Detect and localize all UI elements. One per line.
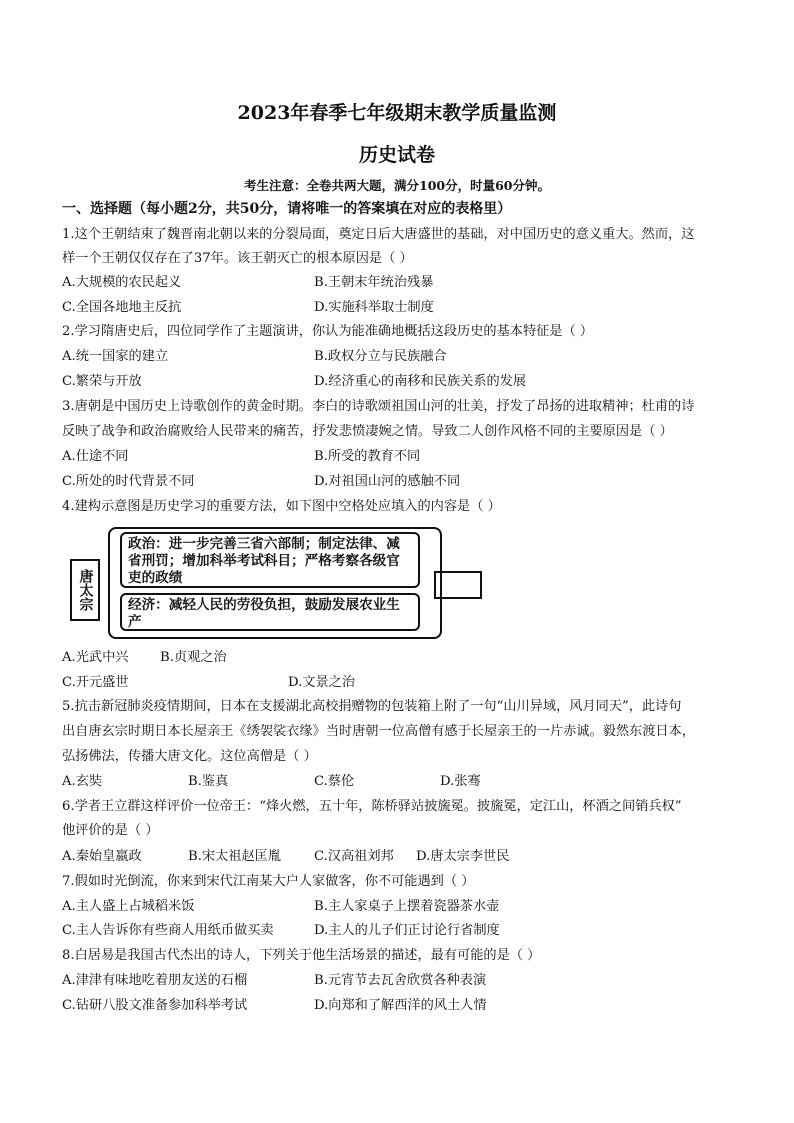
question-2-stem: 2.学习隋唐史后，四位同学作了主题演讲，你认为能准确地概括这段历史的基本特征是（ ） (62, 324, 594, 339)
question-4-stem: 4.建构示意图是历史学习的重要方法，如下图中空格处应填入的内容是（ ） (62, 499, 501, 514)
question-1-option-a[interactable]: A.大规模的农民起义 (62, 275, 182, 290)
question-3-option-b[interactable]: B.所受的教育不同 (314, 449, 421, 464)
question-6-option-d[interactable]: D.唐太宗李世民 (416, 849, 510, 864)
section-heading: 一、选择题（每小题2分，共50分，请将唯一的答案填在对应的表格里） (62, 201, 512, 217)
question-1-option-b[interactable]: B.王朝末年统治残暴 (314, 275, 434, 290)
question-5-option-c[interactable]: C.蔡伦 (314, 774, 355, 789)
question-8-option-b[interactable]: B.元宵节去瓦舍欣赏各种表演 (314, 973, 487, 988)
question-5-stem-cont: 出自唐玄宗时期日本长屋亲王《绣袈裟衣缘》当时唐朝一位高僧有感于长屋亲王的一片赤诚。毅然东渡日本， (62, 724, 695, 739)
question-4-option-d[interactable]: D.文景之治 (288, 675, 356, 690)
question-1-option-c[interactable]: C.全国各地地主反抗 (62, 300, 182, 315)
exam-subtitle: 历史试卷 (358, 144, 435, 166)
question-7-stem: 7.假如时光倒流，你来到宋代江南某大户人家做客，你不可能遇到（ ） (62, 874, 475, 889)
question-5-option-b[interactable]: B.鉴真 (188, 774, 229, 789)
question-5-stem: 5.抗击新冠肺炎疫情期间，日本在支援湖北高校捐赠物的包装箱上附了一句“山川异域，风月同天”，此诗句 (62, 699, 682, 714)
question-8-option-d[interactable]: D.向郑和了解西洋的风土人情 (314, 998, 487, 1013)
question-2-option-a[interactable]: A.统一国家的建立 (62, 349, 169, 364)
concept-diagram (70, 527, 490, 639)
question-6-stem: 6.学者王立群这样评价一位帝王：“烽火燃，五十年，陈桥驿站披旒冕。披旒冕，定江山，杯酒之间销兵权” (62, 799, 682, 814)
diagram-politics-box: 政治：进一步完善三省六部制；制定法律、减省刑罚；增加科举考试科目；严格考察各级官吏的政绩 (120, 532, 420, 588)
question-3-option-d[interactable]: D.对祖国山河的感触不同 (314, 474, 461, 489)
question-7-option-c[interactable]: C.主人告诉你有些商人用纸币做买卖 (62, 923, 274, 938)
question-7-option-d[interactable]: D.主人的儿子们正讨论行省制度 (314, 923, 500, 938)
question-7-option-b[interactable]: B.主人家桌子上摆着瓷器茶水壶 (314, 899, 500, 914)
question-5-option-d[interactable]: D.张骞 (440, 774, 481, 789)
exam-title: 2023年春季七年级期末教学质量监测 (237, 102, 557, 124)
exam-notice: 考生注意：全卷共两大题，满分100分，时量60分钟。 (244, 178, 550, 193)
question-3-option-a[interactable]: A.仕途不同 (62, 449, 129, 464)
question-3-stem-cont: 反映了战争和政治腐败给人民带来的痛苦，抒发悲愤凄婉之情。导致二人创作风格不同的主要原因是（ ） (62, 424, 673, 439)
question-1-stem-cont: 样一个王朝仅仅存在了37年。该王朝灭亡的根本原因是（ ） (62, 251, 413, 266)
question-1-option-d[interactable]: D.实施科举取士制度 (314, 300, 434, 315)
question-8-option-c[interactable]: C.钻研八股文准备参加科举考试 (62, 998, 248, 1013)
question-4-option-b[interactable]: B.贞观之治 (160, 650, 227, 665)
question-6-option-b[interactable]: B.宋太祖赵匡胤 (188, 849, 282, 864)
question-8-option-a[interactable]: A.津津有味地吃着朋友送的石榴 (62, 973, 248, 988)
question-2-option-b[interactable]: B.政权分立与民族融合 (314, 349, 447, 364)
question-5-option-a[interactable]: A.玄奘 (62, 774, 103, 789)
diagram-economy-box: 经济：减轻人民的劳役负担，鼓励发展农业生产 (120, 593, 420, 631)
question-3-option-c[interactable]: C.所处的时代背景不同 (62, 474, 195, 489)
question-7-option-a[interactable]: A.主人盛上占城稻米饭 (62, 899, 195, 914)
diagram-blank-box[interactable] (434, 571, 482, 599)
question-6-option-c[interactable]: C.汉高祖刘邦 (314, 849, 394, 864)
question-2-option-c[interactable]: C.繁荣与开放 (62, 374, 142, 389)
diagram-side-label: 唐太宗 (70, 559, 100, 621)
question-2-option-d[interactable]: D.经济重心的南移和民族关系的发展 (314, 374, 527, 389)
question-8-stem: 8.白居易是我国古代杰出的诗人，下列关于他生活场景的描述，最有可能的是（ ） (62, 948, 541, 963)
question-6-option-a[interactable]: A.秦始皇嬴政 (62, 849, 142, 864)
question-6-stem-cont: 他评价的是（ ） (62, 823, 159, 838)
question-4-option-c[interactable]: C.开元盛世 (62, 675, 129, 690)
question-4-option-a[interactable]: A.光武中兴 (62, 650, 129, 665)
question-5-stem-cont2: 弘扬佛法，传播大唐文化。这位高僧是（ ） (62, 749, 317, 764)
question-1-stem: 1.这个王朝结束了魏晋南北朝以来的分裂局面，奠定日后大唐盛世的基础，对中国历史的意义重大。然而，这 (62, 227, 695, 242)
question-3-stem: 3.唐朝是中国历史上诗歌创作的黄金时期。李白的诗歌颂祖国山河的壮美，抒发了昂扬的进取精神；杜甫的诗 (62, 399, 695, 414)
